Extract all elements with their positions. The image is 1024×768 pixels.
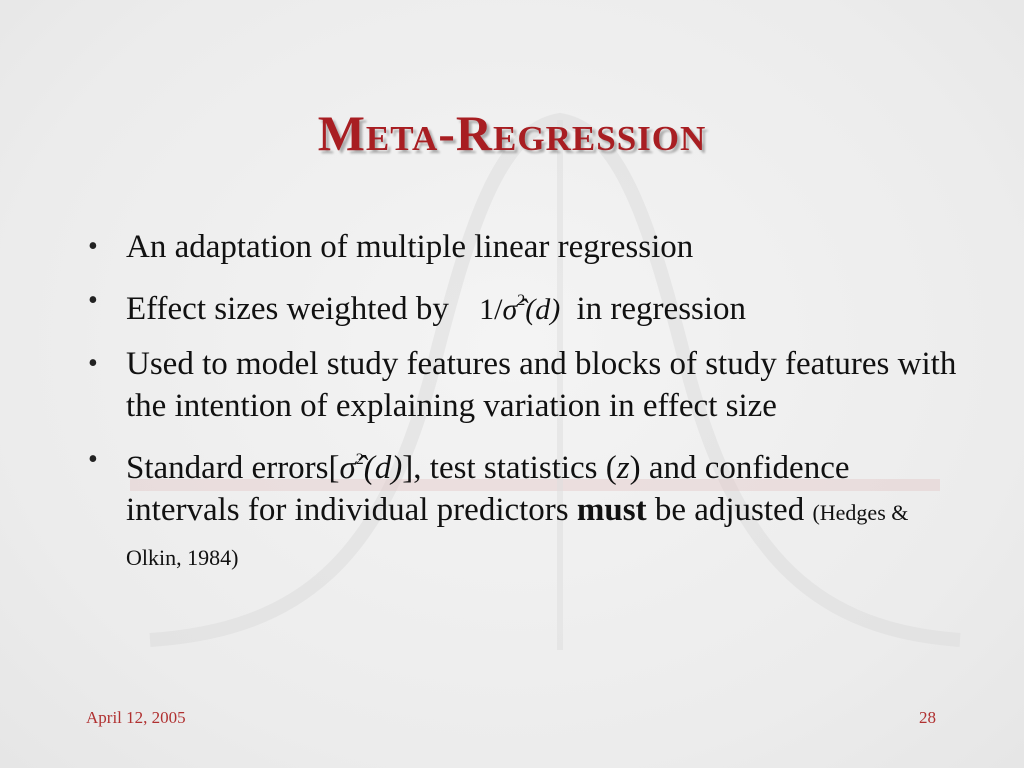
- bullet-dot-icon: •: [88, 348, 98, 379]
- citation: (Hedges & Olkin, 1984): [126, 500, 909, 570]
- se-power: 2: [355, 451, 364, 468]
- slide-title: Meta-Regression: [317, 105, 707, 161]
- bullet-item: [86, 439, 966, 579]
- bullet-item: [86, 280, 966, 331]
- se-close-bracket: ]: [402, 450, 414, 486]
- se-open-bracket: [: [328, 450, 340, 486]
- bullet-item: [86, 343, 966, 427]
- bullet-list: [86, 226, 966, 591]
- bullet-text: An adaptation of multiple linear regression: [126, 229, 694, 265]
- formula-sigma: σ̂: [502, 293, 518, 326]
- bullet-dot-icon: •: [88, 231, 98, 262]
- bullet-text: in regression: [576, 291, 747, 327]
- se-arg: (d): [363, 450, 403, 486]
- bullet-dot-icon: •: [88, 444, 98, 475]
- bullet-text: Effect sizes weighted by: [126, 291, 449, 327]
- must-emphasis: must: [576, 492, 647, 528]
- z-symbol: z: [616, 450, 630, 486]
- formula-power: 2: [517, 292, 526, 309]
- se-formula: [329, 450, 414, 486]
- formula-slash: /: [494, 293, 503, 326]
- formula-one: 1: [479, 293, 495, 326]
- bullet-text: , test statistics (: [413, 450, 617, 486]
- formula-arg: (d): [525, 293, 561, 326]
- bullet-dot-icon: •: [88, 285, 98, 316]
- weight-formula: [479, 280, 560, 331]
- bullet-item: [86, 226, 966, 268]
- page-number: 28: [919, 708, 936, 727]
- se-sigma: σ̂: [339, 450, 356, 486]
- bullet-text: Standard errors: [126, 450, 329, 486]
- bullet-text: be adjusted: [654, 492, 805, 528]
- bullet-text: ) and confidence intervals for individual predictors: [126, 450, 850, 528]
- bullet-text: Used to model study features and blocks of study features with the intention of explaining variation in effect size: [126, 346, 957, 424]
- footer-date: April 12, 2005: [86, 708, 186, 727]
